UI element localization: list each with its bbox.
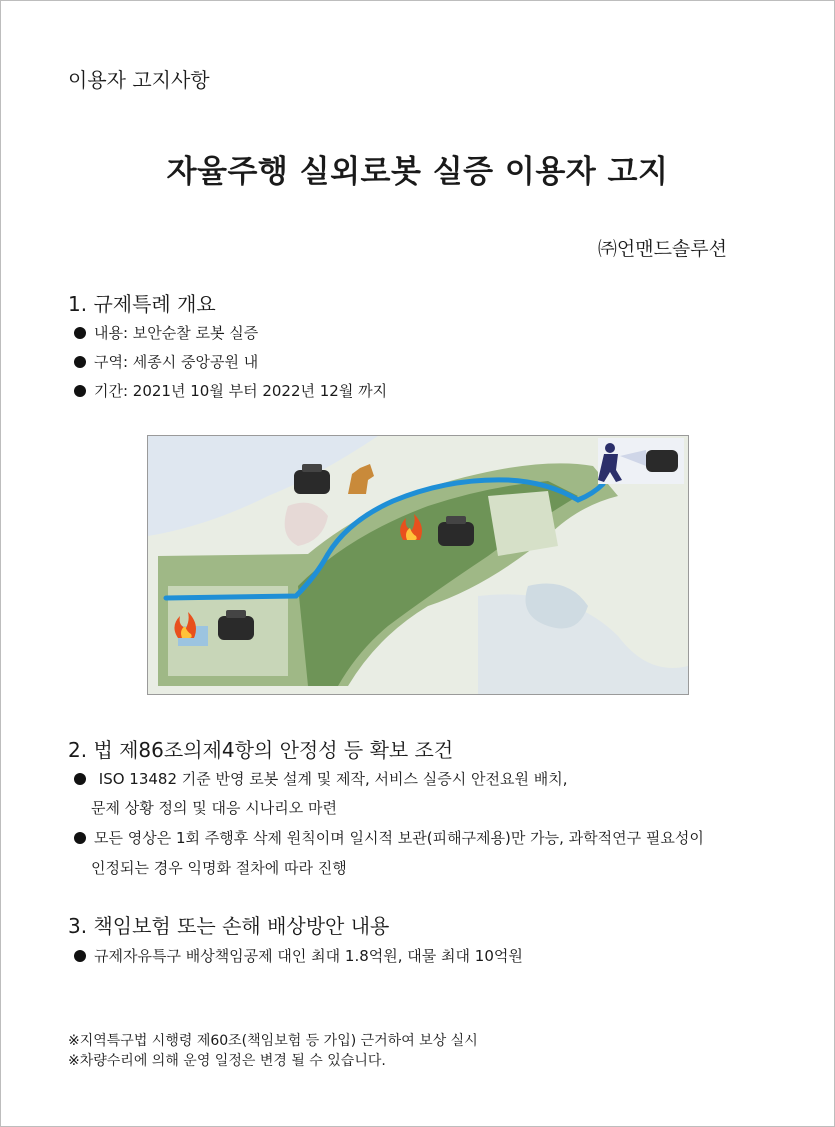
section3-heading: 3. 책임보험 또는 손해 배상방안 내용 [68, 914, 390, 938]
company-name: ㈜언맨드솔루션 [597, 238, 727, 260]
bullet-icon [74, 356, 86, 368]
intruder-icon [598, 438, 684, 484]
section2-heading: 2. 법 제86조의제4항의 안정성 등 확보 조건 [68, 738, 454, 762]
bullet-icon [74, 385, 86, 397]
park-route-map [147, 435, 689, 695]
map-illustration [148, 436, 688, 694]
bullet-icon [74, 773, 86, 785]
bullet-icon [74, 950, 86, 962]
footnote: ※차량수리에 의해 운영 일정은 변경 될 수 있습니다. [68, 1053, 386, 1069]
section3-item: 규제자유특구 배상책임공제 대인 최대 1.8억원, 대물 최대 10억원 [74, 945, 523, 966]
section1-heading: 1. 규제특례 개요 [68, 292, 216, 316]
footnote: ※지역특구법 시행령 제60조(책임보험 등 가입) 근거하여 보상 실시 [68, 1033, 478, 1049]
section2-item-continuation: 인정되는 경우 익명화 절차에 따라 진행 [91, 859, 347, 877]
section2-item: ISO 13482 기준 반영 로봇 설계 및 제작, 서비스 실증시 안전요원 배치, [74, 768, 568, 789]
header-label: 이용자 고지사항 [68, 68, 210, 92]
page-title: 자율주행 실외로봇 실증 이용자 고지 [166, 154, 669, 190]
section1-item: 구역: 세종시 중앙공원 내 [74, 351, 258, 372]
bullet-icon [74, 832, 86, 844]
bullet-icon [74, 327, 86, 339]
section1-item: 내용: 보안순찰 로봇 실증 [74, 322, 258, 343]
section1-item: 기간: 2021년 10월 부터 2022년 12월 까지 [74, 380, 387, 401]
section2-item: 모든 영상은 1회 주행후 삭제 원칙이며 일시적 보관(피해구제용)만 가능, 과학적연구 필요성이 [74, 827, 704, 848]
section2-item-continuation: 문제 상황 정의 및 대응 시나리오 마련 [91, 799, 337, 817]
